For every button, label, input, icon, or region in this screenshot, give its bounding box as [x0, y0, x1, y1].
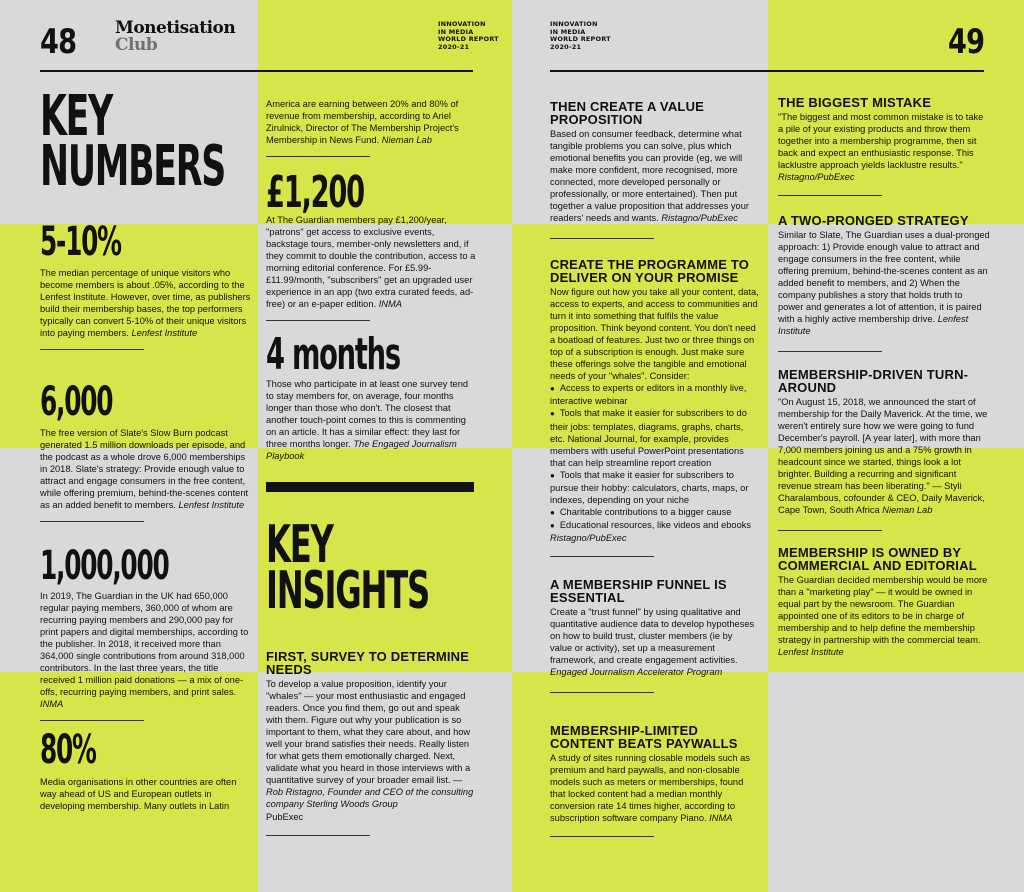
bg-block [768, 672, 1024, 892]
report-line: WORLD REPORT [438, 35, 499, 43]
brand-line1: Monetisation [115, 18, 236, 38]
bullet-item: ● Tools that make it easier for subscribers to do their jobs: templates, diagrams, graphs, charts, etc. National Journal, for example, provides members with useful PowerPoint presentations that can help streamline report creation [550, 407, 760, 468]
section-text: Based on consumer feedback, determine what tangible problems you can solve, plus which emotional benefits you can provide (eg, we will make more confident, more recognised, more connected, more developed personally or professionally, or more entertained). Then put together a value proposition that addresses your readers' needs and wants. Ristagno/PubExec [550, 129, 749, 224]
title-line: NUMBERS [40, 134, 226, 199]
stat-value: £1,200 [266, 167, 364, 218]
stat-source: INMA [378, 299, 402, 310]
stat-source: Lenfest Institute [131, 328, 198, 339]
title-line: INSIGHTS [266, 561, 429, 621]
brand-logo [115, 20, 235, 54]
divider [550, 238, 654, 239]
section-source: Ristagno/PubExec [550, 532, 627, 543]
divider [778, 351, 882, 352]
source: Nieman Lab [381, 135, 432, 146]
report-title-right [550, 21, 611, 51]
section-text: Now figure out how you take all your content, data, access to experts, and access to communities and turn it into something that fulfils the value proposition. Think beyond content. You don't need a boatload of features. Just two or three things on top of a subscription is enough. Just make sure these offerings solve the tangible and emotional needs of your "whales". Consider: [550, 287, 759, 382]
section-text: Similar to Slate, The Guardian uses a dual-pronged approach: 1) Provide enough value to attract and engage consumers in the free content, while offering premium, behind-the-scenes content as an added benefit to members, and 2) When the company publishes a story that holds truth to power and generates a lot of attention, it is paired with a highly active membership drive. Lenfest Institute [778, 230, 990, 337]
stat-text: In 2019, The Guardian in the UK had 650,000 regular paying members, 360,000 of whom are recurring paying members and 290,000 pay for print papers and digital memberships, according to the publisher. In 2018, it received more than 364,000 single contributions from around 318,000 contributors. In the last three years, the title received 1 million paid donations — a mix of one-offs, recurring paying members, and print sales. INMA [40, 591, 249, 710]
brand-line2: Club [115, 35, 158, 55]
divider [40, 349, 144, 350]
report-line: WORLD REPORT [550, 35, 611, 43]
stat-source: The Engaged Journalism Playbook [266, 439, 457, 462]
stat-block [40, 219, 252, 350]
divider [40, 521, 144, 522]
insight-section [266, 650, 478, 836]
section-source: Rob Ristagno, Founder and CEO of the consulting company Sterling Woods Group [266, 787, 474, 810]
divider [266, 320, 370, 321]
section-heading: THE BIGGEST MISTAKE [778, 95, 932, 110]
report-line: 2020-21 [550, 42, 582, 51]
stat-value: 6,000 [40, 379, 113, 425]
bullet-item: ● Access to experts or editors in a monthly live, interactive webinar [550, 382, 760, 407]
stat-value: 80% [40, 727, 96, 773]
section-source: Ristagno/PubExec [661, 213, 738, 224]
stat-text: The free version of Slate's Slow Burn podcast generated 1.5 million downloads per episode, and the podcast as a whole drove 6,000 memberships in 2018. Slate's strategy: Provide enough value to attract and engage consumers in the free content, while offering premium, behind-the-scenes content as an added benefit to members. Lenfest Institute [40, 428, 249, 511]
continued-block [266, 98, 478, 157]
stat-source: INMA [40, 699, 64, 710]
stat-block [266, 329, 478, 462]
report-line: 2020-21 [438, 42, 470, 51]
section-source: Nieman Lab [882, 505, 933, 516]
report-line: INNOVATION [550, 20, 598, 28]
insight-section [778, 368, 990, 531]
divider [550, 836, 654, 837]
section-heading: FIRST, SURVEY TO DETERMINE NEEDS [266, 649, 470, 677]
key-numbers-column [40, 84, 252, 199]
section-heading: A MEMBERSHIP FUNNEL IS ESSENTIAL [550, 577, 727, 605]
divider [40, 720, 144, 721]
stat-text: The median percentage of unique visitors who become members is about .05%, according to the Lenfest Institute. However, over time, as publishers build their membership bases, the top performers typically can convert 5-10% of their unique visitors into paying members. Lenfest Institute [40, 268, 251, 339]
section-source: Lenfest Institute [778, 647, 844, 658]
report-title-left [438, 21, 499, 51]
section-source: Lenfest Institute [778, 314, 969, 337]
divider [266, 835, 370, 836]
key-insights-title [266, 515, 478, 621]
divider [778, 530, 882, 531]
section-tail: PubExec [266, 811, 304, 822]
continued-text: America are earning between 20% and 80% of revenue from membership, according to Ariel Zirulnick, Director of The Membership Project's Membership in News Fund. Nieman Lab [266, 99, 459, 146]
section-heading: THEN CREATE A VALUE PROPOSITION [550, 99, 705, 127]
stat-block [40, 379, 252, 522]
insight-section [550, 100, 755, 239]
header-rule-right [550, 70, 984, 72]
insight-section [550, 578, 755, 693]
section-text: "The biggest and most common mistake is to take a pile of your existing products and throw them together into a membership programme, then sit back and expect an enthusiastic response. This lacklustre approach yields lacklustre results." Ristagno/PubExec [778, 112, 984, 183]
divider [266, 156, 370, 157]
stat-source: Lenfest Institute [178, 500, 245, 511]
section-source: Engaged Journalism Accelerator Program [550, 667, 723, 678]
section-text: To develop a value proposition, identify your "whales" — your most enthusiastic and engaged readers. Once you find them, go out and speak with them. Figure out why your publication is so important to them, what they care about, and how well your brand satisfies their needs. Really listen for what gets them emotionally charged. Next, validate what you heard in those interviews with a quantitative survey of your broader email list. — Rob Ristagno, Founder and CEO of the consulting company Sterling Woods Group PubExec [266, 679, 474, 822]
stat-block [266, 167, 478, 321]
section-text: "On August 15, 2018, we announced the start of membership for the Daily Maverick. At the time, we weren't entirely sure how we were going to fund December's payroll. [A year later], with more than 7,000 members joining us and a 75% growth in headcount since we started, things look a lot brighter. Building a recurring and significant revenue stream has been liberating." — Styli Charalambous, cofounder & CEO, Daily Maverick, Cape Town, South Africa Nieman Lab [778, 397, 988, 516]
section-text: Create a "trust funnel" by using qualitative and quantitative audience data to develop hypotheses on how to build trust, cluster members (ie by value or activity), set up a measurement framework, and create engagement activities. Engaged Journalism Accelerator Program [550, 607, 755, 678]
page-number-right: 49 [948, 22, 985, 62]
section-heading: CREATE THE PROGRAMME TO DELIVER ON YOUR PROMISE [550, 257, 750, 285]
bullet-item: ● Charitable contributions to a bigger cause [550, 506, 760, 519]
section-heading: MEMBERSHIP-DRIVEN TURN-AROUND [778, 367, 969, 395]
stat-text: Those who participate in at least one survey tend to stay members for, on average, four months longer than those who don't. The closest that another touch-point comes to this is commenting on an article. It has a similar effect: they last for three months longer. The Engaged Journalism Playbook [266, 379, 469, 462]
section-heading: MEMBERSHIP IS OWNED BY COMMERCIAL AND EDITORIAL [778, 545, 977, 573]
divider [550, 556, 654, 557]
section-text: A study of sites running closable models such as premium and hard paywalls, and non-closable models such as meters or memberships, found that locked content had a median monthly conversion rate 14 times higher, according to subscription software company Piano. INMA [550, 753, 750, 824]
divider [550, 692, 654, 693]
stat-block [40, 727, 252, 812]
insight-section [778, 96, 990, 196]
report-line: IN MEDIA [438, 27, 474, 36]
key-numbers-title [40, 84, 226, 199]
stat-value: 4 months [266, 329, 400, 380]
title-line: KEY [40, 84, 113, 149]
stat-block [40, 543, 252, 721]
divider [778, 195, 882, 196]
section-heading: A TWO-PRONGED STRATEGY [778, 213, 969, 228]
report-line: IN MEDIA [550, 27, 586, 36]
stat-text: Media organisations in other countries are often way ahead of US and European outlets in developing membership. Many outlets in Latin [40, 777, 237, 812]
section-text: The Guardian decided membership would be more than a "marketing play" — it would be owned in equal part by the newsroom. The Guardian appointed one of its editors to be in charge of membership and to help define the membership strategy in partnership with the commercial team. Lenfest Institute [778, 575, 988, 658]
insight-section [778, 546, 990, 658]
bullet-item: ● Tools that make it easier for subscribers to pursue their hobby: calculators, charts, maps, or indexes, depending on your niche [550, 469, 760, 506]
stat-text: At The Guardian members pay £1,200/year, "patrons" get access to exclusive events, backstage tours, member-only newsletters and, if they commit to double the contribution, access to a morning editorial conference. For £5.99-£11.99/month, "subscribers" get an upgraded user experience in an app (two extra curated feeds, ad-free) or an e-paper edition. INMA [266, 215, 476, 310]
section-source: Ristagno/PubExec [778, 172, 855, 183]
section-source: INMA [709, 813, 733, 824]
header-rule-left [40, 70, 473, 72]
bullet-item: ● Educational resources, like videos and ebooks [550, 519, 760, 532]
insight-section [550, 724, 755, 837]
stat-value: 1,000,000 [40, 543, 169, 589]
title-line: KEY [266, 515, 333, 575]
report-line: INNOVATION [438, 20, 486, 28]
stat-value: 5-10% [40, 219, 121, 265]
insight-section [778, 214, 990, 352]
section-heading: MEMBERSHIP-LIMITED CONTENT BEATS PAYWALLS [550, 723, 738, 751]
page-number-left: 48 [40, 22, 77, 62]
insight-section [550, 258, 760, 557]
section-bar [266, 482, 474, 492]
